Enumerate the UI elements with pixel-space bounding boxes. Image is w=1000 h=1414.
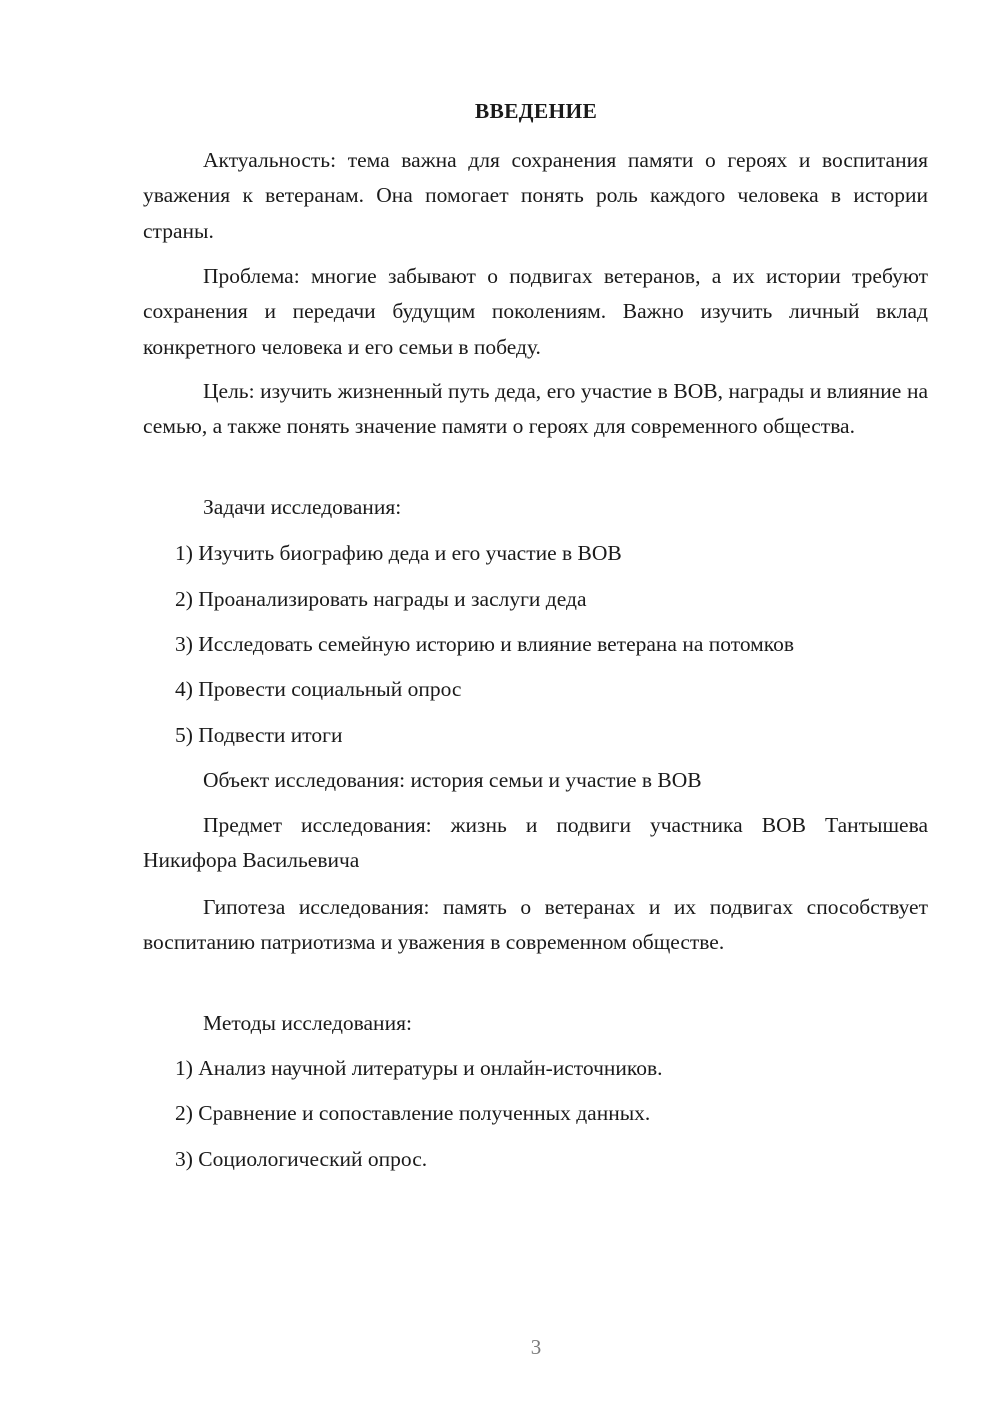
relevance-paragraph: Актуальность: тема важна для сохранения памяти о героях и воспитания уважения к ветеранам. Она помогает понять роль каждого человека в истории страны. (143, 148, 928, 243)
method-item: 1) Анализ научной литературы и онлайн-источников. (175, 1056, 663, 1080)
tasks-heading: Задачи исследования: (203, 495, 402, 519)
hypothesis-paragraph: Гипотеза исследования: память о ветеранах и их подвигах способствует воспитанию патриотизма и уважения в современном обществе. (143, 895, 928, 955)
object-paragraph: Объект исследования: история семьи и участие в ВОВ (203, 768, 702, 792)
goal-paragraph: Цель: изучить жизненный путь деда, его участие в ВОВ, награды и влияние на семью, а также понять значение памяти о героях для современного общества. (143, 379, 928, 439)
method-item: 3) Социологический опрос. (175, 1147, 428, 1171)
task-item: 1) Изучить биографию деда и его участие в ВОВ (175, 541, 622, 565)
task-item: 2) Проанализировать награды и заслуги деда (175, 587, 587, 611)
method-item: 2) Сравнение и сопоставление полученных данных. (175, 1101, 651, 1125)
methods-heading: Методы исследования: (203, 1011, 412, 1035)
page-number: 3 (530, 1335, 542, 1359)
problem-paragraph: Проблема: многие забывают о подвигах ветеранов, а их истории требуют сохранения и передачи будущим поколениям. Важно изучить личный вклад конкретного человека и его семьи в победу. (143, 264, 928, 359)
section-heading: ВВЕДЕНИЕ (474, 99, 598, 123)
task-item: 3) Исследовать семейную историю и влияние ветерана на потомков (175, 632, 795, 656)
task-item: 5) Подвести итоги (175, 723, 343, 747)
task-item: 4) Провести социальный опрос (175, 677, 462, 701)
subject-paragraph: Предмет исследования: жизнь и подвиги участника ВОВ Тантышева Никифора Васильевича (143, 813, 928, 873)
